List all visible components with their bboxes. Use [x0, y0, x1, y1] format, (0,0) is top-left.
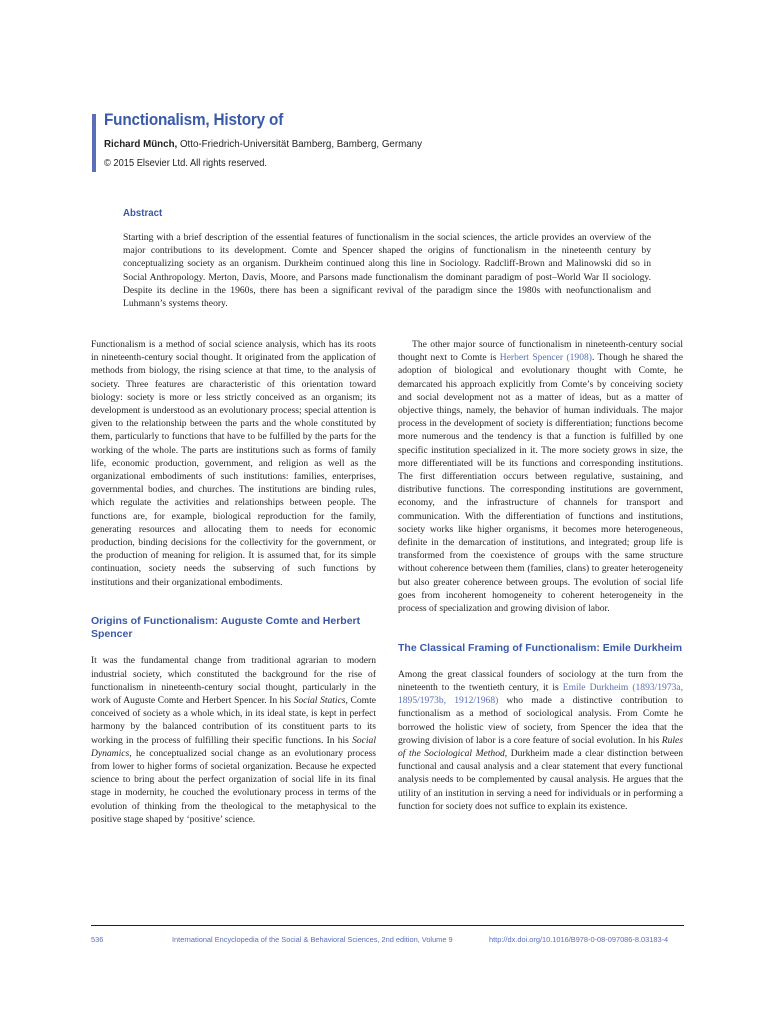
spencer-text-1: The other major source of functionalism in nineteenth-century social thought next to Comte is: [398, 339, 683, 364]
copyright-notice: © 2015 Elsevier Ltd. All rights reserved.: [104, 158, 267, 169]
footer-divider: [91, 925, 684, 926]
spencer-paragraph: [398, 338, 683, 615]
durkheim-text-3: , Durkheim made a clear distinction between functional and causal analysis and a clear statement that every functional analysis needs to be complemented by causal analysis. He argues that the utility of an institution in serving a need for individuals or in performing a function for society does not suffice to explain its existence.: [398, 748, 683, 812]
footer-doi-link[interactable]: http://dx.doi.org/10.1016/B978-0-08-097086-8.03183-4: [489, 935, 669, 944]
rules-method-title: Rules of the Sociological Method: [398, 734, 683, 760]
origins-paragraph: [91, 654, 376, 826]
spencer-text-2: . Though he shared the adoption of biological and evolutionary thought with Comte, he demarcated his approach explicitly from Comte’s by conceiving society and social development not as a matter of ideas, but as a matter of objective things, namely, the behavior of human individuals. The major process in the development of society is differentiation; functions become more numerous and the tendency is that a function is fulfilled by one specific institution specialized in it. The more society grows in size, the more differentiated will be its functions and corresponding institutions. The first differentiation occurs between regulative, sustaining, and distributive functions. The corresponding institutions are government, economy, and the infrastructure of channels for transport and communication. With the differentiation of functions and institutions, society works like higher organisms, it becomes more heterogeneous, definite in the demarcation of institutions, and integrated; group life is transformed from the coexistence of groups with the same structure without coherence between them (families, clans) to greater heterogeneity but also greater coherence between groups. The evolution of social life goes from incoherent homogeneity to coherent heterogeneity in the process of specialization and growing division of labor.: [398, 352, 683, 615]
author-name: Richard Münch,: [104, 138, 178, 150]
social-dynamics-title: Social Dynamics: [91, 734, 376, 759]
origins-text-1: It was the fundamental change from traditional agrarian to modern industrial society, which constituted the background for the rise of functionalism in nineteenth-century social thought, particularly in the work of Auguste Comte and Herbert Spencer. In his: [91, 655, 376, 707]
durkheim-text-2: who made a distinctive contribution to functionalism as a method of sociological analysis. From Comte he borrowed the holistic view of society, from Spencer the idea that the growing division of labor is a core feature of social evolution. In his: [398, 695, 684, 746]
author-line: [104, 138, 422, 150]
right-column: [398, 338, 683, 813]
section-heading-durkheim: The Classical Framing of Functionalism: Emile Durkheim: [398, 641, 683, 654]
origins-text-3: , he conceptualized social change as an evolutionary process from lower to higher forms of societal organization. Because he expected science to bring about the perfect organization of social life in its final stage in modernity, he couched the evolutionary process in terms of the evolution of thinking from the theological to the metaphysical to the positive stage shaped by ‘positive’ science.: [91, 747, 376, 825]
spencer-citation-link[interactable]: Herbert Spencer (1908): [499, 352, 592, 364]
left-column: [91, 338, 376, 826]
footer-book-title: International Encyclopedia of the Social & Behavioral Sciences, 2nd edition, Volume 9: [172, 935, 453, 944]
durkheim-paragraph: [398, 668, 683, 813]
origins-text-2: , Comte conceived of society as a whole which, in its ideal state, is kept in perfect harmony by the balanced contribution of its constituent parts to its working in the process of fulfilling their specific functions. In his: [91, 695, 376, 746]
section-heading-origins: Origins of Functionalism: Auguste Comte and Herbert Spencer: [91, 615, 361, 641]
author-affiliation: Otto-Friedrich-Universität Bamberg, Bamberg, Germany: [177, 138, 423, 150]
social-statics-title: Social Statics: [293, 695, 346, 707]
intro-paragraph: Functionalism is a method of social science analysis, which has its roots in nineteenth-century social thought. It originated from the application of methods from biology, the rising science at that time, to the analysis of society. Three features are characteristic of this orientation toward biology: society is more or less strictly conceived as an organism; its development is understood as an evolutionary process; special attention is given to the relationship between the parts and the whole constituted by them, particularly to functions that have to be fulfilled by the parts for the working of the whole. The parts are institutions such as forms of family life, economic production, government, and religion as well as the organizational embodiments of such institutions: families, enterprises, governmental bodies, and churches. The institutions are binding rules, which regulate the activities and relationships between people. The functions are, for example, biological reproduction for the family, generating resources and allocating them to needs for economic production, binding decisions for the collectivity for the government, or the production of meaning for religion. It is assumed that, for its simple continuation, society needs the subserving of such functions by institutions and their organizational embodiments.: [91, 339, 376, 588]
title-accent-bar: [92, 114, 96, 172]
durkheim-citation-link[interactable]: Emile Durkheim (1893/1973a, 1895/1973b, 1912/1968): [398, 682, 683, 707]
abstract-text: Starting with a brief description of the essential features of functionalism in the social sciences, the article provides an overview of the major contributions to its development. Comte and Spencer shaped the origins of functionalism in the nineteenth century by conceptualizing society as an organism. Durkheim continued along this line in Sociology. Radcliff-Brown and Malinowski did so in Social Anthropology. Merton, Davis, Moore, and Parsons made functionalism the dominant paradigm of post–World War II sociology. Despite its decline in the 1960s, there has been a significant revival of the paradigm since the 1980s with neofunctionalism and Luhmann’s systems theory.: [123, 232, 651, 310]
abstract-heading: Abstract: [123, 207, 163, 219]
article-title: Functionalism, History of: [104, 110, 284, 129]
durkheim-text-1: Among the great classical founders of sociology at the turn from the nineteenth to the twentieth century, it is: [398, 668, 683, 694]
footer-page-number: 536: [91, 935, 104, 944]
